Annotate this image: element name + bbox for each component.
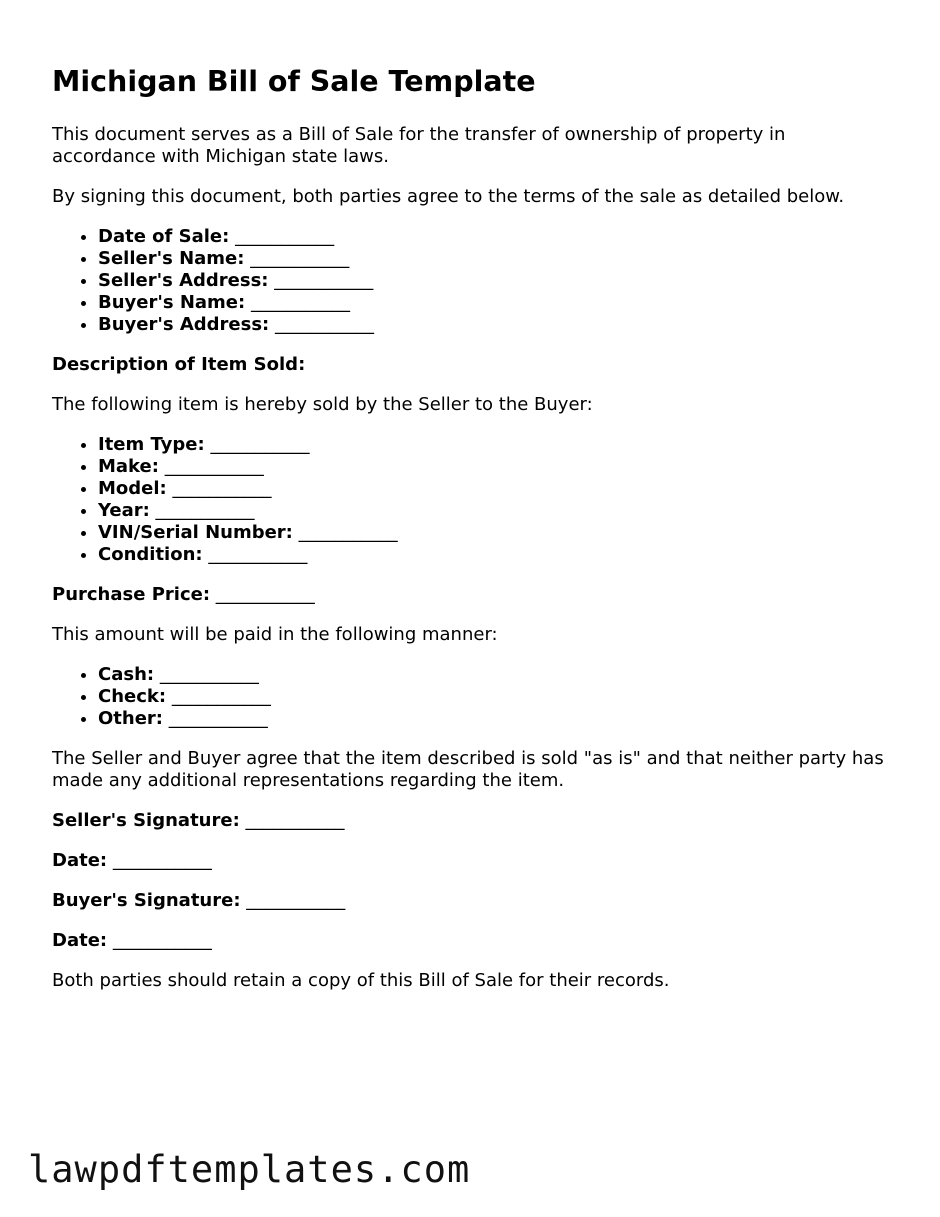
field-label: Buyer's Address: bbox=[98, 314, 270, 335]
seller-date-label: Date: bbox=[52, 850, 108, 871]
field-label: Year: bbox=[98, 500, 150, 521]
field-make bbox=[98, 456, 892, 478]
blank-line[interactable]: ___________ bbox=[168, 708, 268, 729]
buyer-signature-line bbox=[52, 890, 892, 912]
blank-line[interactable]: ___________ bbox=[208, 544, 308, 565]
field-label: Make: bbox=[98, 456, 159, 477]
field-label: Cash: bbox=[98, 664, 155, 685]
blank-line[interactable]: ___________ bbox=[164, 456, 264, 477]
blank-line[interactable]: ___________ bbox=[245, 810, 345, 831]
blank-line[interactable]: ___________ bbox=[215, 584, 315, 605]
seller-signature-label: Seller's Signature: bbox=[52, 810, 240, 831]
field-label: Buyer's Name: bbox=[98, 292, 246, 313]
blank-line[interactable]: ___________ bbox=[250, 292, 350, 313]
field-date-of-sale bbox=[98, 226, 892, 248]
field-cash bbox=[98, 664, 892, 686]
field-buyer-address bbox=[98, 314, 892, 336]
field-year bbox=[98, 500, 892, 522]
description-intro: The following item is hereby sold by the Seller to the Buyer: bbox=[52, 394, 593, 415]
seller-signature-line bbox=[52, 810, 892, 832]
purchase-price-line bbox=[52, 584, 892, 606]
parties-list bbox=[52, 226, 892, 336]
blank-line[interactable]: ___________ bbox=[274, 270, 374, 291]
field-buyer-name bbox=[98, 292, 892, 314]
payment-methods-list bbox=[52, 664, 892, 730]
blank-line[interactable]: ___________ bbox=[155, 500, 255, 521]
blank-line[interactable]: ___________ bbox=[112, 930, 212, 951]
seller-date-line bbox=[52, 850, 892, 872]
field-label: Item Type: bbox=[98, 434, 205, 455]
field-condition bbox=[98, 544, 892, 566]
field-seller-name bbox=[98, 248, 892, 270]
field-model bbox=[98, 478, 892, 500]
field-label: Model: bbox=[98, 478, 167, 499]
field-vin-serial bbox=[98, 522, 892, 544]
blank-line[interactable]: ___________ bbox=[246, 890, 346, 911]
field-label: Seller's Name: bbox=[98, 248, 245, 269]
document-title: Michigan Bill of Sale Template bbox=[52, 65, 536, 98]
blank-line[interactable]: ___________ bbox=[298, 522, 398, 543]
payment-intro: This amount will be paid in the following manner: bbox=[52, 624, 498, 645]
buyer-signature-label: Buyer's Signature: bbox=[52, 890, 241, 911]
field-check bbox=[98, 686, 892, 708]
blank-line[interactable]: ___________ bbox=[250, 248, 350, 269]
field-label: Seller's Address: bbox=[98, 270, 269, 291]
field-item-type bbox=[98, 434, 892, 456]
blank-line[interactable]: ___________ bbox=[171, 686, 271, 707]
item-fields-list bbox=[52, 434, 892, 566]
field-label: VIN/Serial Number: bbox=[98, 522, 293, 543]
blank-line[interactable]: ___________ bbox=[172, 478, 272, 499]
as-is-clause: The Seller and Buyer agree that the item described is sold "as is" and that neither party has made any additional representations regarding the item. bbox=[52, 748, 884, 791]
field-seller-address bbox=[98, 270, 892, 292]
purchase-price-label: Purchase Price: bbox=[52, 584, 211, 605]
field-label: Condition: bbox=[98, 544, 203, 565]
blank-line[interactable]: ___________ bbox=[275, 314, 374, 335]
field-label: Check: bbox=[98, 686, 167, 707]
buyer-date-label: Date: bbox=[52, 930, 108, 951]
description-heading: Description of Item Sold: bbox=[52, 354, 306, 375]
buyer-date-line bbox=[52, 930, 892, 952]
blank-line[interactable]: ___________ bbox=[112, 850, 212, 871]
blank-line[interactable]: ___________ bbox=[210, 434, 310, 455]
blank-line[interactable]: ___________ bbox=[159, 664, 259, 685]
field-label: Date of Sale: bbox=[98, 226, 230, 247]
footer-watermark: lawpdftemplates.com bbox=[28, 1148, 471, 1191]
document-page bbox=[52, 66, 892, 1010]
field-label: Other: bbox=[98, 708, 164, 729]
closing-paragraph: Both parties should retain a copy of this Bill of Sale for their records. bbox=[52, 970, 670, 991]
field-other bbox=[98, 708, 892, 730]
intro-paragraph: This document serves as a Bill of Sale for the transfer of ownership of property in accordance with Michigan state laws. bbox=[52, 124, 786, 167]
agreement-paragraph: By signing this document, both parties agree to the terms of the sale as detailed below. bbox=[52, 186, 845, 207]
blank-line[interactable]: ___________ bbox=[235, 226, 335, 247]
